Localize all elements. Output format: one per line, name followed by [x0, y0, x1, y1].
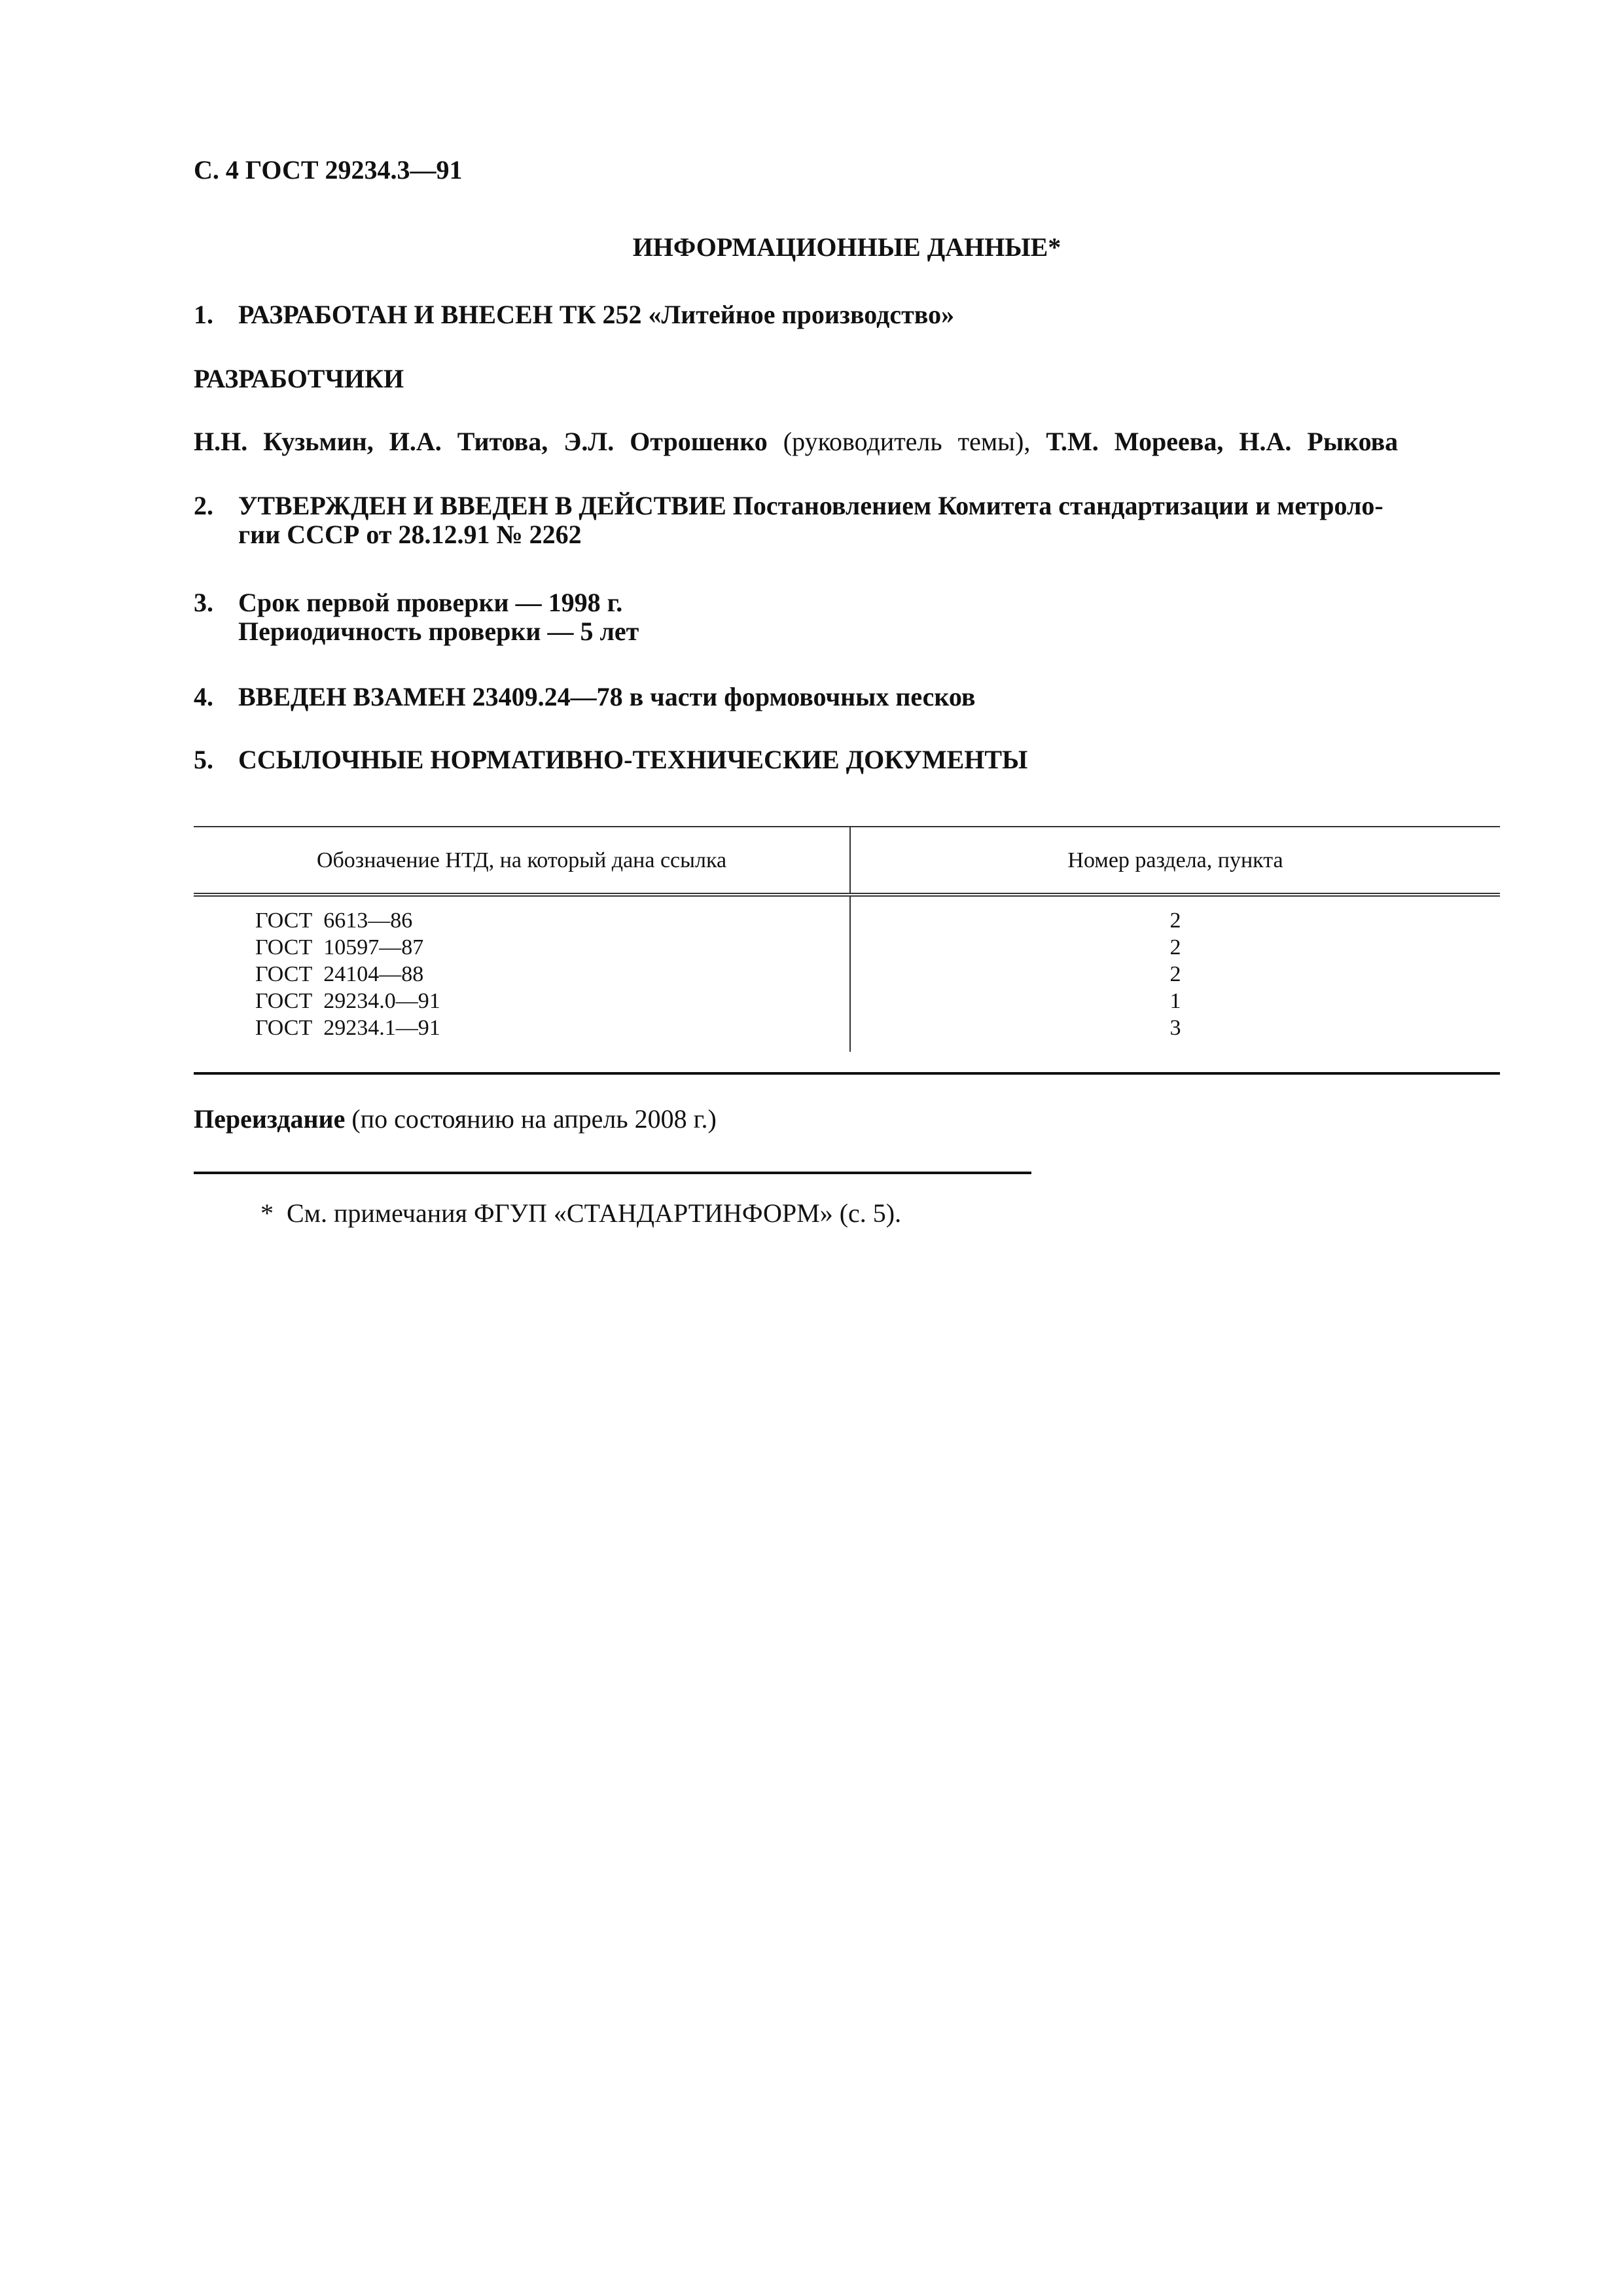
footnote-divider	[194, 1172, 1031, 1174]
item-4-text: ВВЕДЕН ВЗАМЕН 23409.24—78 в части формовочных песков	[238, 682, 976, 711]
item-4-number: 4.	[194, 682, 213, 711]
developers-heading: РАЗРАБОТЧИКИ	[194, 364, 404, 393]
table-cell-document: ГОСТ 10597—87	[194, 934, 850, 961]
developers-names-part2: Т.М. Мореева, Н.А. Рыкова	[1046, 427, 1399, 456]
table-cell-section: 2	[1169, 962, 1181, 986]
page-header: С. 4 ГОСТ 29234.3—91	[194, 155, 463, 185]
item-3	[194, 586, 1503, 648]
reissue-label: Переиздание	[194, 1104, 346, 1134]
item-2-line1: УТВЕРЖДЕН И ВВЕДЕН В ДЕЙСТВИЕ Постановлением Комитета стандартизации и метроло-	[238, 491, 1383, 520]
table-cell-section: 2	[1169, 908, 1181, 933]
item-5	[194, 744, 1503, 776]
document-title: ИНФОРМАЦИОННЫЕ ДАННЫЕ*	[632, 232, 1061, 262]
item-5-number: 5.	[194, 745, 213, 774]
table-cell-section: 1	[1169, 989, 1181, 1013]
item-3-line1: Срок первой проверки — 1998 г.	[238, 588, 623, 617]
item-1-text: РАЗРАБОТАН И ВНЕСЕН ТК 252 «Литейное производство»	[238, 300, 955, 329]
table-row	[194, 934, 1500, 961]
item-1	[194, 298, 1503, 331]
table-header-section: Номер раздела, пункта	[850, 827, 1500, 895]
divider-full	[194, 1072, 1500, 1075]
table-cell-document: ГОСТ 6613—86	[194, 895, 850, 934]
developers-names-part1: Н.Н. Кузьмин, И.А. Титова, Э.Л. Отрошенко	[194, 427, 768, 456]
item-2-number: 2.	[194, 491, 213, 520]
item-2	[194, 490, 1503, 551]
reissue-note	[194, 1103, 717, 1135]
item-3-number: 3.	[194, 588, 213, 617]
item-2-line2: гии СССР от 28.12.91 № 2262	[238, 520, 582, 549]
developers-role: (руководитель темы),	[783, 427, 1031, 456]
footnote: * См. примечания ФГУП «СТАНДАРТИНФОРМ» (с. 5).	[260, 1198, 902, 1228]
table-cell-document: ГОСТ 29234.1—91	[194, 1014, 850, 1052]
table-row	[194, 1014, 1500, 1052]
item-4	[194, 681, 1503, 713]
table-header-document: Обозначение НТД, на который дана ссылка	[194, 827, 850, 895]
table-row	[194, 961, 1500, 988]
table-header-row	[194, 827, 1500, 895]
table-row	[194, 988, 1500, 1014]
item-3-line2: Периодичность проверки — 5 лет	[238, 617, 639, 646]
table-cell-document: ГОСТ 24104—88	[194, 961, 850, 988]
table-cell-section: 2	[1169, 935, 1181, 960]
developers-names	[194, 425, 1503, 458]
reference-documents-table	[194, 826, 1500, 1052]
table-row	[194, 895, 1500, 934]
table-cell-section: 3	[1169, 1016, 1181, 1040]
item-5-text: ССЫЛОЧНЫЕ НОРМАТИВНО-ТЕХНИЧЕСКИЕ ДОКУМЕНТЫ	[238, 745, 1028, 774]
table-cell-document: ГОСТ 29234.0—91	[194, 988, 850, 1014]
reissue-text: (по состоянию на апрель 2008 г.)	[345, 1104, 717, 1134]
item-1-number: 1.	[194, 300, 213, 329]
